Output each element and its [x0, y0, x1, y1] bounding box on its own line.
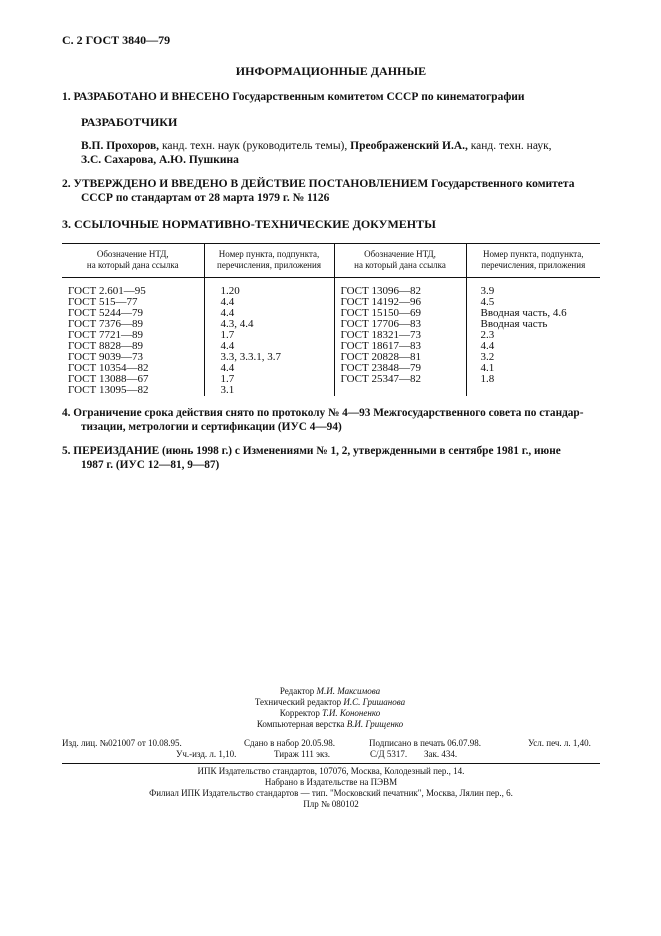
left-items	[204, 278, 334, 397]
ref-item: 4.3, 4.4	[220, 318, 254, 330]
ref-code: ГОСТ 17706—83	[340, 318, 421, 330]
references-body-row	[62, 278, 600, 397]
ref-item: 1.7	[220, 373, 235, 385]
imprint-order: Зак. 434.	[424, 749, 458, 759]
header-code-left: Обозначение НТД, на который дана ссылка	[62, 244, 204, 278]
publisher-block	[62, 766, 600, 810]
section2-line2: СССР по стандартам от 28 марта 1979 г. № 1126	[81, 192, 330, 204]
right-codes	[334, 278, 466, 397]
ref-code: ГОСТ 20828—81	[340, 351, 421, 363]
credits-block	[150, 686, 510, 730]
right-items	[466, 278, 600, 397]
ref-code: ГОСТ 8828—89	[68, 340, 143, 352]
ref-code: ГОСТ 13096—82	[340, 285, 421, 297]
imprint-set-date: Сдано в набор 20.05.98.	[244, 738, 336, 748]
ref-item: 1.7	[220, 329, 235, 341]
credit-layout: Компьютерная верстка В.И. Грищенко	[256, 719, 404, 729]
ref-code: ГОСТ 15150—69	[340, 307, 421, 319]
ref-code: ГОСТ 2.601—95	[68, 285, 146, 297]
ref-item: 1.20	[220, 285, 240, 297]
section1-text: 1. РАЗРАБОТАНО И ВНЕСЕНО Государственным комитетом СССР по кинематографии	[62, 91, 525, 103]
header-code-right: Обозначение НТД, на который дана ссылка	[334, 244, 466, 278]
dev2-role: канд. техн. наук,	[467, 140, 552, 152]
references-table	[62, 243, 600, 396]
ref-code: ГОСТ 515—77	[68, 296, 138, 308]
section5-line2: 1987 г. (ИУС 12—81, 9—87)	[81, 459, 220, 471]
header-item-right: Номер пункта, подпункта, перечисления, приложения	[466, 244, 600, 278]
credit-editor: Редактор М.И. Максимова	[279, 686, 381, 696]
imprint-run: Тираж 111 экз.	[274, 749, 331, 759]
imprint-pub-sheets: Уч.-изд. л. 1,10.	[176, 749, 237, 759]
ref-code: ГОСТ 18321—73	[340, 329, 421, 341]
ref-item: 4.4	[220, 307, 235, 319]
ref-code: ГОСТ 5244—79	[68, 307, 143, 319]
publisher-plr: Плр № 080102	[303, 799, 359, 809]
ref-item: 4.5	[480, 296, 495, 308]
dev3-names: З.С. Сахарова, А.Ю. Пушкина	[81, 154, 239, 166]
header-item-left: Номер пункта, подпункта, перечисления, приложения	[204, 244, 334, 278]
ref-item: 2.3	[480, 329, 495, 341]
credit-corrector: Корректор Т.И. Кононенко	[279, 708, 381, 718]
ref-item: Вводная часть	[480, 318, 548, 330]
imprint-signed: Подписано в печать 06.07.98.	[369, 738, 482, 748]
dev1-name: В.П. Прохоров,	[81, 140, 160, 152]
ref-item: 4.4	[220, 296, 235, 308]
ref-item: 4.1	[480, 362, 495, 374]
ref-item: Вводная часть, 4.6	[480, 307, 567, 319]
publisher-line3: Филиал ИПК Издательство стандартов — тип. "Московский печатник", Москва, Лялин пер., 6.	[149, 788, 513, 798]
ref-code: ГОСТ 23848—79	[340, 362, 421, 374]
ref-item: 3.3, 3.3.1, 3.7	[220, 351, 281, 363]
developers-line1	[81, 139, 552, 153]
credit-tech-editor: Технический редактор И.С. Гришанова	[254, 697, 406, 707]
ref-code: ГОСТ 18617—83	[340, 340, 421, 352]
ref-code: ГОСТ 7376—89	[68, 318, 143, 330]
ref-item: 1.8	[480, 373, 495, 385]
ref-code: ГОСТ 13095—82	[68, 384, 149, 396]
references-header-row	[62, 244, 600, 278]
section2-line1: 2. УТВЕРЖДЕНО И ВВЕДЕНО В ДЕЙСТВИЕ ПОСТАНОВЛЕНИЕМ Государственного комитета	[62, 178, 575, 190]
ref-code: ГОСТ 14192—96	[340, 296, 421, 308]
dev1-role: канд. техн. наук (руководитель темы),	[159, 140, 351, 152]
left-codes	[62, 278, 204, 397]
section4-line1: 4. Ограничение срока действия снято по протоколу № 4—93 Межгосударственного совета по стандар-	[62, 407, 584, 419]
ref-code: ГОСТ 25347—82	[340, 373, 421, 385]
ref-item: 4.4	[220, 362, 235, 374]
ref-item: 4.4	[220, 340, 235, 352]
dev2-name: Преображенский И.А.,	[350, 140, 468, 152]
ref-code: ГОСТ 13088—67	[68, 373, 149, 385]
ref-code: ГОСТ 10354—82	[68, 362, 149, 374]
page-header: С. 2 ГОСТ 3840—79	[62, 33, 171, 47]
publisher-line2: Набрано в Издательстве на ПЭВМ	[264, 777, 398, 787]
imprint-license: Изд. лиц. №021007 от 10.08.95.	[62, 738, 182, 748]
section5-line1: 5. ПЕРЕИЗДАНИЕ (июнь 1998 г.) с Изменениями № 1, 2, утвержденными в сентябре 1981 г., июне	[62, 445, 561, 457]
ref-item: 3.1	[220, 384, 235, 396]
ref-code: ГОСТ 7721—89	[68, 329, 143, 341]
ref-item: 3.2	[480, 351, 495, 363]
ref-item: 3.9	[480, 285, 495, 297]
ref-item: 4.4	[480, 340, 495, 352]
ref-code: ГОСТ 9039—73	[68, 351, 143, 363]
info-title: ИНФОРМАЦИОННЫЕ ДАННЫЕ	[235, 64, 427, 78]
publisher-line1: ИПК Издательство стандартов, 107076, Москва, Колодезный пер., 14.	[197, 766, 465, 776]
section3-title: 3. ССЫЛОЧНЫЕ НОРМАТИВНО-ТЕХНИЧЕСКИЕ ДОКУМЕНТЫ	[62, 217, 436, 231]
imprint-sd: С/Д 5317.	[370, 749, 408, 759]
developers-label: РАЗРАБОТЧИКИ	[81, 115, 178, 129]
imprint-divider	[62, 763, 600, 764]
section4-line2: тизации, метрологии и сертификации (ИУС 4—94)	[81, 421, 342, 433]
imprint-print-sheets: Усл. печ. л. 1,40.	[528, 738, 591, 748]
